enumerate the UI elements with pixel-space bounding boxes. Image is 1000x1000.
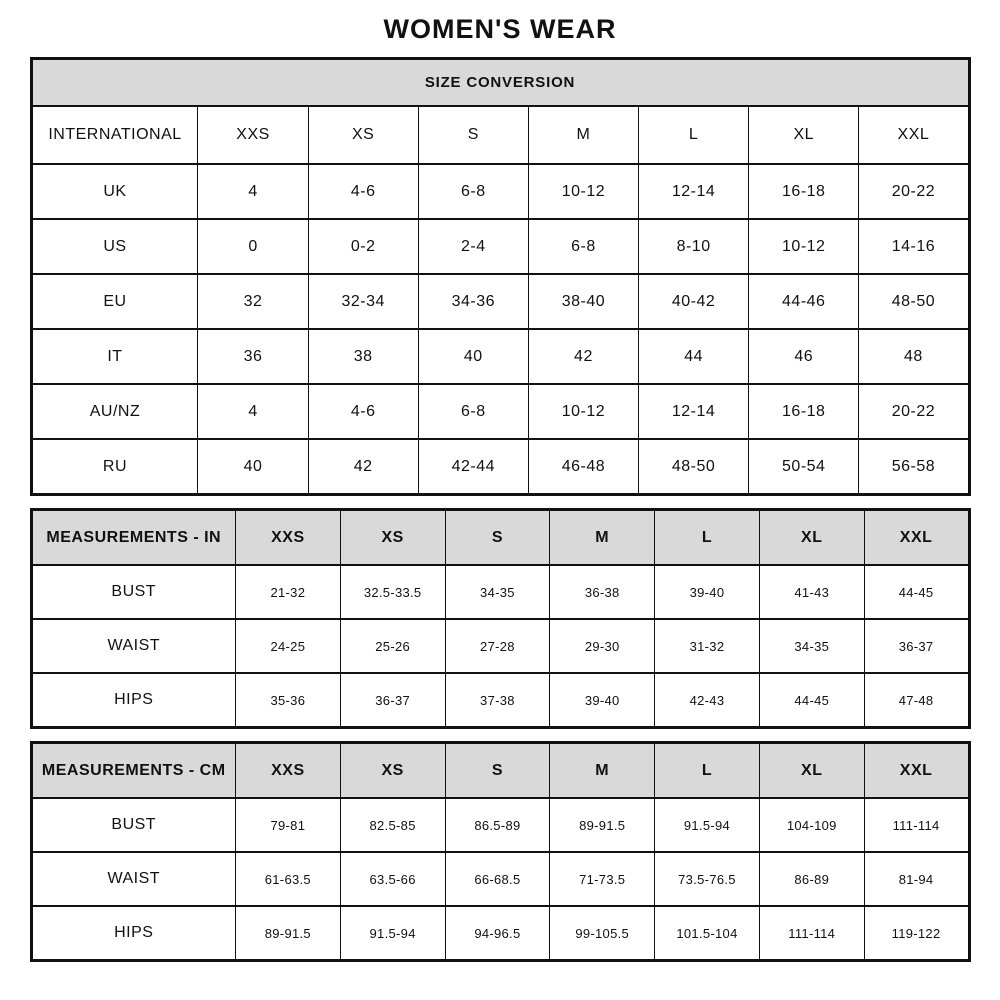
value-cell: 12-14 (639, 384, 749, 439)
size-column-header: S (418, 106, 528, 164)
value-cell: 99-105.5 (550, 906, 655, 961)
size-column-header: S (445, 743, 550, 799)
size-column-header: XL (759, 510, 864, 566)
table-corner-header: MEASUREMENTS - IN (31, 510, 235, 566)
value-cell: 14-16 (859, 219, 969, 274)
value-cell: 44-45 (864, 565, 969, 619)
value-cell: 104-109 (759, 798, 864, 852)
value-cell: 40 (198, 439, 308, 495)
value-cell: 6-8 (418, 384, 528, 439)
table-title-row (31, 59, 969, 107)
row-label: EU (31, 274, 198, 329)
size-column-header: M (528, 106, 638, 164)
table-row (31, 329, 969, 384)
table-corner-header: INTERNATIONAL (31, 106, 198, 164)
value-cell: 31-32 (655, 619, 760, 673)
value-cell: 39-40 (655, 565, 760, 619)
value-cell: 119-122 (864, 906, 969, 961)
value-cell: 48-50 (859, 274, 969, 329)
column-header-row (31, 106, 969, 164)
value-cell: 27-28 (445, 619, 550, 673)
value-cell: 20-22 (859, 164, 969, 219)
value-cell: 111-114 (759, 906, 864, 961)
value-cell: 21-32 (235, 565, 340, 619)
row-label: US (31, 219, 198, 274)
size-column-header: XXL (859, 106, 969, 164)
value-cell: 48-50 (639, 439, 749, 495)
row-label: HIPS (31, 673, 235, 728)
value-cell: 32-34 (308, 274, 418, 329)
value-cell: 73.5-76.5 (655, 852, 760, 906)
size-column-header: M (550, 743, 655, 799)
value-cell: 35-36 (235, 673, 340, 728)
table-row (31, 164, 969, 219)
value-cell: 25-26 (340, 619, 445, 673)
value-cell: 20-22 (859, 384, 969, 439)
table-row (31, 274, 969, 329)
table-row (31, 852, 969, 906)
value-cell: 29-30 (550, 619, 655, 673)
value-cell: 63.5-66 (340, 852, 445, 906)
value-cell: 41-43 (759, 565, 864, 619)
page-title: WOMEN'S WEAR (383, 14, 617, 44)
size-column-header: XL (759, 743, 864, 799)
value-cell: 10-12 (528, 384, 638, 439)
value-cell: 82.5-85 (340, 798, 445, 852)
table-row (31, 219, 969, 274)
value-cell: 47-48 (864, 673, 969, 728)
value-cell: 4 (198, 384, 308, 439)
table-row (31, 619, 969, 673)
value-cell: 56-58 (859, 439, 969, 495)
size-column-header: S (445, 510, 550, 566)
row-label: WAIST (31, 619, 235, 673)
table-row (31, 906, 969, 961)
value-cell: 8-10 (639, 219, 749, 274)
value-cell: 71-73.5 (550, 852, 655, 906)
size-column-header: XXL (864, 743, 969, 799)
measurements-cm-body (31, 798, 969, 961)
value-cell: 86-89 (759, 852, 864, 906)
value-cell: 91.5-94 (340, 906, 445, 961)
size-column-header: XXS (235, 510, 340, 566)
value-cell: 37-38 (445, 673, 550, 728)
value-cell: 40 (418, 329, 528, 384)
table-row (31, 439, 969, 495)
value-cell: 48 (859, 329, 969, 384)
row-label: BUST (31, 798, 235, 852)
value-cell: 10-12 (528, 164, 638, 219)
value-cell: 42-43 (655, 673, 760, 728)
value-cell: 91.5-94 (655, 798, 760, 852)
row-label: RU (31, 439, 198, 495)
column-header-row (31, 510, 969, 566)
value-cell: 81-94 (864, 852, 969, 906)
size-conversion-title-cell: SIZE CONVERSION (31, 59, 969, 107)
value-cell: 38-40 (528, 274, 638, 329)
row-label: HIPS (31, 906, 235, 961)
value-cell: 36 (198, 329, 308, 384)
value-cell: 0-2 (308, 219, 418, 274)
value-cell: 36-37 (864, 619, 969, 673)
size-column-header: XL (749, 106, 859, 164)
value-cell: 38 (308, 329, 418, 384)
size-column-header: XXL (864, 510, 969, 566)
value-cell: 44-46 (749, 274, 859, 329)
value-cell: 32 (198, 274, 308, 329)
value-cell: 40-42 (639, 274, 749, 329)
value-cell: 12-14 (639, 164, 749, 219)
value-cell: 4-6 (308, 164, 418, 219)
size-column-header: XXS (235, 743, 340, 799)
value-cell: 79-81 (235, 798, 340, 852)
value-cell: 42 (528, 329, 638, 384)
size-conversion-table (30, 57, 971, 496)
row-label: AU/NZ (31, 384, 198, 439)
size-column-header: L (655, 743, 760, 799)
table-row (31, 673, 969, 728)
value-cell: 46-48 (528, 439, 638, 495)
value-cell: 10-12 (749, 219, 859, 274)
size-column-header: L (639, 106, 749, 164)
value-cell: 42-44 (418, 439, 528, 495)
size-column-header: XS (340, 510, 445, 566)
value-cell: 16-18 (749, 164, 859, 219)
table-row (31, 565, 969, 619)
value-cell: 94-96.5 (445, 906, 550, 961)
value-cell: 66-68.5 (445, 852, 550, 906)
measurements-in-table (30, 508, 971, 729)
column-header-row (31, 743, 969, 799)
value-cell: 89-91.5 (550, 798, 655, 852)
size-column-header: L (655, 510, 760, 566)
measurements-in-body (31, 565, 969, 728)
value-cell: 61-63.5 (235, 852, 340, 906)
table-corner-header: MEASUREMENTS - CM (31, 743, 235, 799)
row-label: UK (31, 164, 198, 219)
value-cell: 42 (308, 439, 418, 495)
measurements-cm-table (30, 741, 971, 962)
value-cell: 6-8 (418, 164, 528, 219)
value-cell: 4-6 (308, 384, 418, 439)
value-cell: 111-114 (864, 798, 969, 852)
row-label: WAIST (31, 852, 235, 906)
value-cell: 46 (749, 329, 859, 384)
value-cell: 0 (198, 219, 308, 274)
size-conversion-body (31, 164, 969, 495)
value-cell: 36-38 (550, 565, 655, 619)
value-cell: 24-25 (235, 619, 340, 673)
value-cell: 44 (639, 329, 749, 384)
value-cell: 32.5-33.5 (340, 565, 445, 619)
value-cell: 44-45 (759, 673, 864, 728)
value-cell: 34-35 (759, 619, 864, 673)
size-column-header: XS (340, 743, 445, 799)
size-column-header: M (550, 510, 655, 566)
value-cell: 101.5-104 (655, 906, 760, 961)
row-label: BUST (31, 565, 235, 619)
value-cell: 34-35 (445, 565, 550, 619)
page (30, 0, 971, 962)
value-cell: 6-8 (528, 219, 638, 274)
size-column-header: XXS (198, 106, 308, 164)
value-cell: 2-4 (418, 219, 528, 274)
table-row (31, 798, 969, 852)
value-cell: 89-91.5 (235, 906, 340, 961)
value-cell: 39-40 (550, 673, 655, 728)
row-label: IT (31, 329, 198, 384)
value-cell: 4 (198, 164, 308, 219)
value-cell: 86.5-89 (445, 798, 550, 852)
value-cell: 36-37 (340, 673, 445, 728)
value-cell: 50-54 (749, 439, 859, 495)
value-cell: 16-18 (749, 384, 859, 439)
size-column-header: XS (308, 106, 418, 164)
table-row (31, 384, 969, 439)
value-cell: 34-36 (418, 274, 528, 329)
